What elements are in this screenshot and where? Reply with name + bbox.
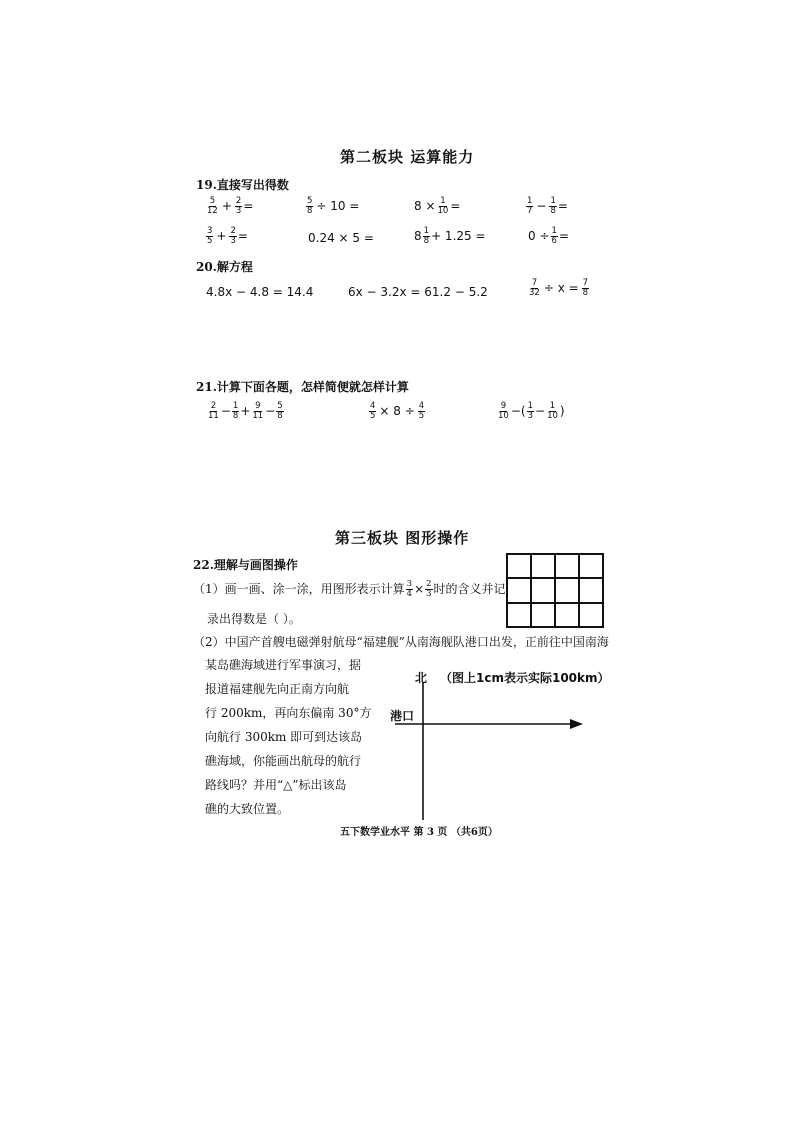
question-22-label: 22.理解与画图操作 bbox=[193, 558, 298, 572]
q19-item-2: $\frac{5}{8}$ ÷ 10 = bbox=[307, 196, 360, 216]
grid-cell bbox=[579, 554, 603, 578]
q21-expression-3: $\frac{9}{10}$ −( $\frac{1}{3}$ − $\frac{1}{10}$ ) bbox=[498, 401, 565, 421]
grid-cell bbox=[555, 603, 579, 627]
grid-cell bbox=[531, 603, 555, 627]
q22-part-1-line-1: （1）画一画、涂一涂，用图形表示计算 $\frac{3}{4}$ × $\frac{2}{3}$ 时的含义并记 bbox=[193, 579, 506, 599]
grid-cell bbox=[579, 603, 603, 627]
grid-cell bbox=[531, 554, 555, 578]
question-19-label: 19.直接写出得数 bbox=[196, 178, 289, 192]
q19-item-4: $\frac{1}{7}$ − $\frac{1}{8}$ = bbox=[527, 196, 568, 216]
q22-part-2-paragraph: 某岛礁海域进行军事演习，据 报道福建舰先向正南方向航 行 200km，再向东偏南 30°方 向航行 300km 即可到达该岛 礁海域，你能画出航母的航行 路线吗？并用“△”标出该岛 礁的大致位置。 bbox=[205, 658, 372, 816]
q19-item-7: 8 $\frac{1}{8}$ + 1.25 = bbox=[414, 226, 486, 246]
q19-item-1: $\frac{5}{12}$ + $\frac{2}{3}$ = bbox=[207, 196, 254, 216]
page-footer: 五下数学业水平 第 3 页 （共6页） bbox=[340, 827, 498, 838]
grid-cell bbox=[579, 578, 603, 602]
grid-cell bbox=[507, 603, 531, 627]
q21-expression-1: $\frac{2}{11}$ − $\frac{1}{8}$ + $\frac{9}{11}$ − $\frac{5}{8}$ bbox=[208, 401, 283, 421]
section-2-title: 第二板块 运算能力 bbox=[340, 148, 475, 166]
grid-cell bbox=[507, 554, 531, 578]
map-scale-note: （图上1cm表示实际100km） bbox=[440, 671, 610, 685]
drawing-grid bbox=[506, 553, 604, 628]
q20-equation-1: 4.8x − 4.8 = 14.4 bbox=[206, 285, 314, 299]
q20-equation-3: $\frac{7}{32}$ ÷ x = $\frac{7}{8}$ bbox=[529, 278, 589, 298]
q19-item-6: 0.24 × 5 = bbox=[308, 231, 374, 245]
q22-part-1-line-2: 录出得数是（ ）。 bbox=[207, 612, 301, 626]
q19-item-5: $\frac{3}{5}$ + $\frac{2}{3}$ = bbox=[207, 226, 248, 246]
north-label: 北 bbox=[415, 671, 428, 685]
grid-cell bbox=[531, 578, 555, 602]
grid-cell bbox=[555, 578, 579, 602]
q21-expression-2: $\frac{4}{5}$ × 8 ÷ $\frac{4}{5}$ bbox=[370, 401, 425, 421]
port-label: 港口 bbox=[390, 709, 415, 723]
q19-item-8: 0 ÷ $\frac{1}{6}$ = bbox=[528, 226, 569, 246]
question-20-label: 20.解方程 bbox=[196, 260, 253, 274]
q22-part-2-line-1: （2）中国产首艘电磁弹射航母“福建舰”从南海舰队港口出发，正前往中国南海 bbox=[193, 635, 609, 649]
question-21-label: 21.计算下面各题，怎样简便就怎样计算 bbox=[196, 380, 409, 394]
section-3-title: 第三板块 图形操作 bbox=[335, 529, 470, 547]
east-arrow-icon bbox=[570, 719, 583, 729]
q20-equation-2: 6x − 3.2x = 61.2 − 5.2 bbox=[348, 285, 488, 299]
q19-item-3: 8 × $\frac{1}{10}$ = bbox=[414, 196, 461, 216]
grid-cell bbox=[507, 578, 531, 602]
grid-cell bbox=[555, 554, 579, 578]
